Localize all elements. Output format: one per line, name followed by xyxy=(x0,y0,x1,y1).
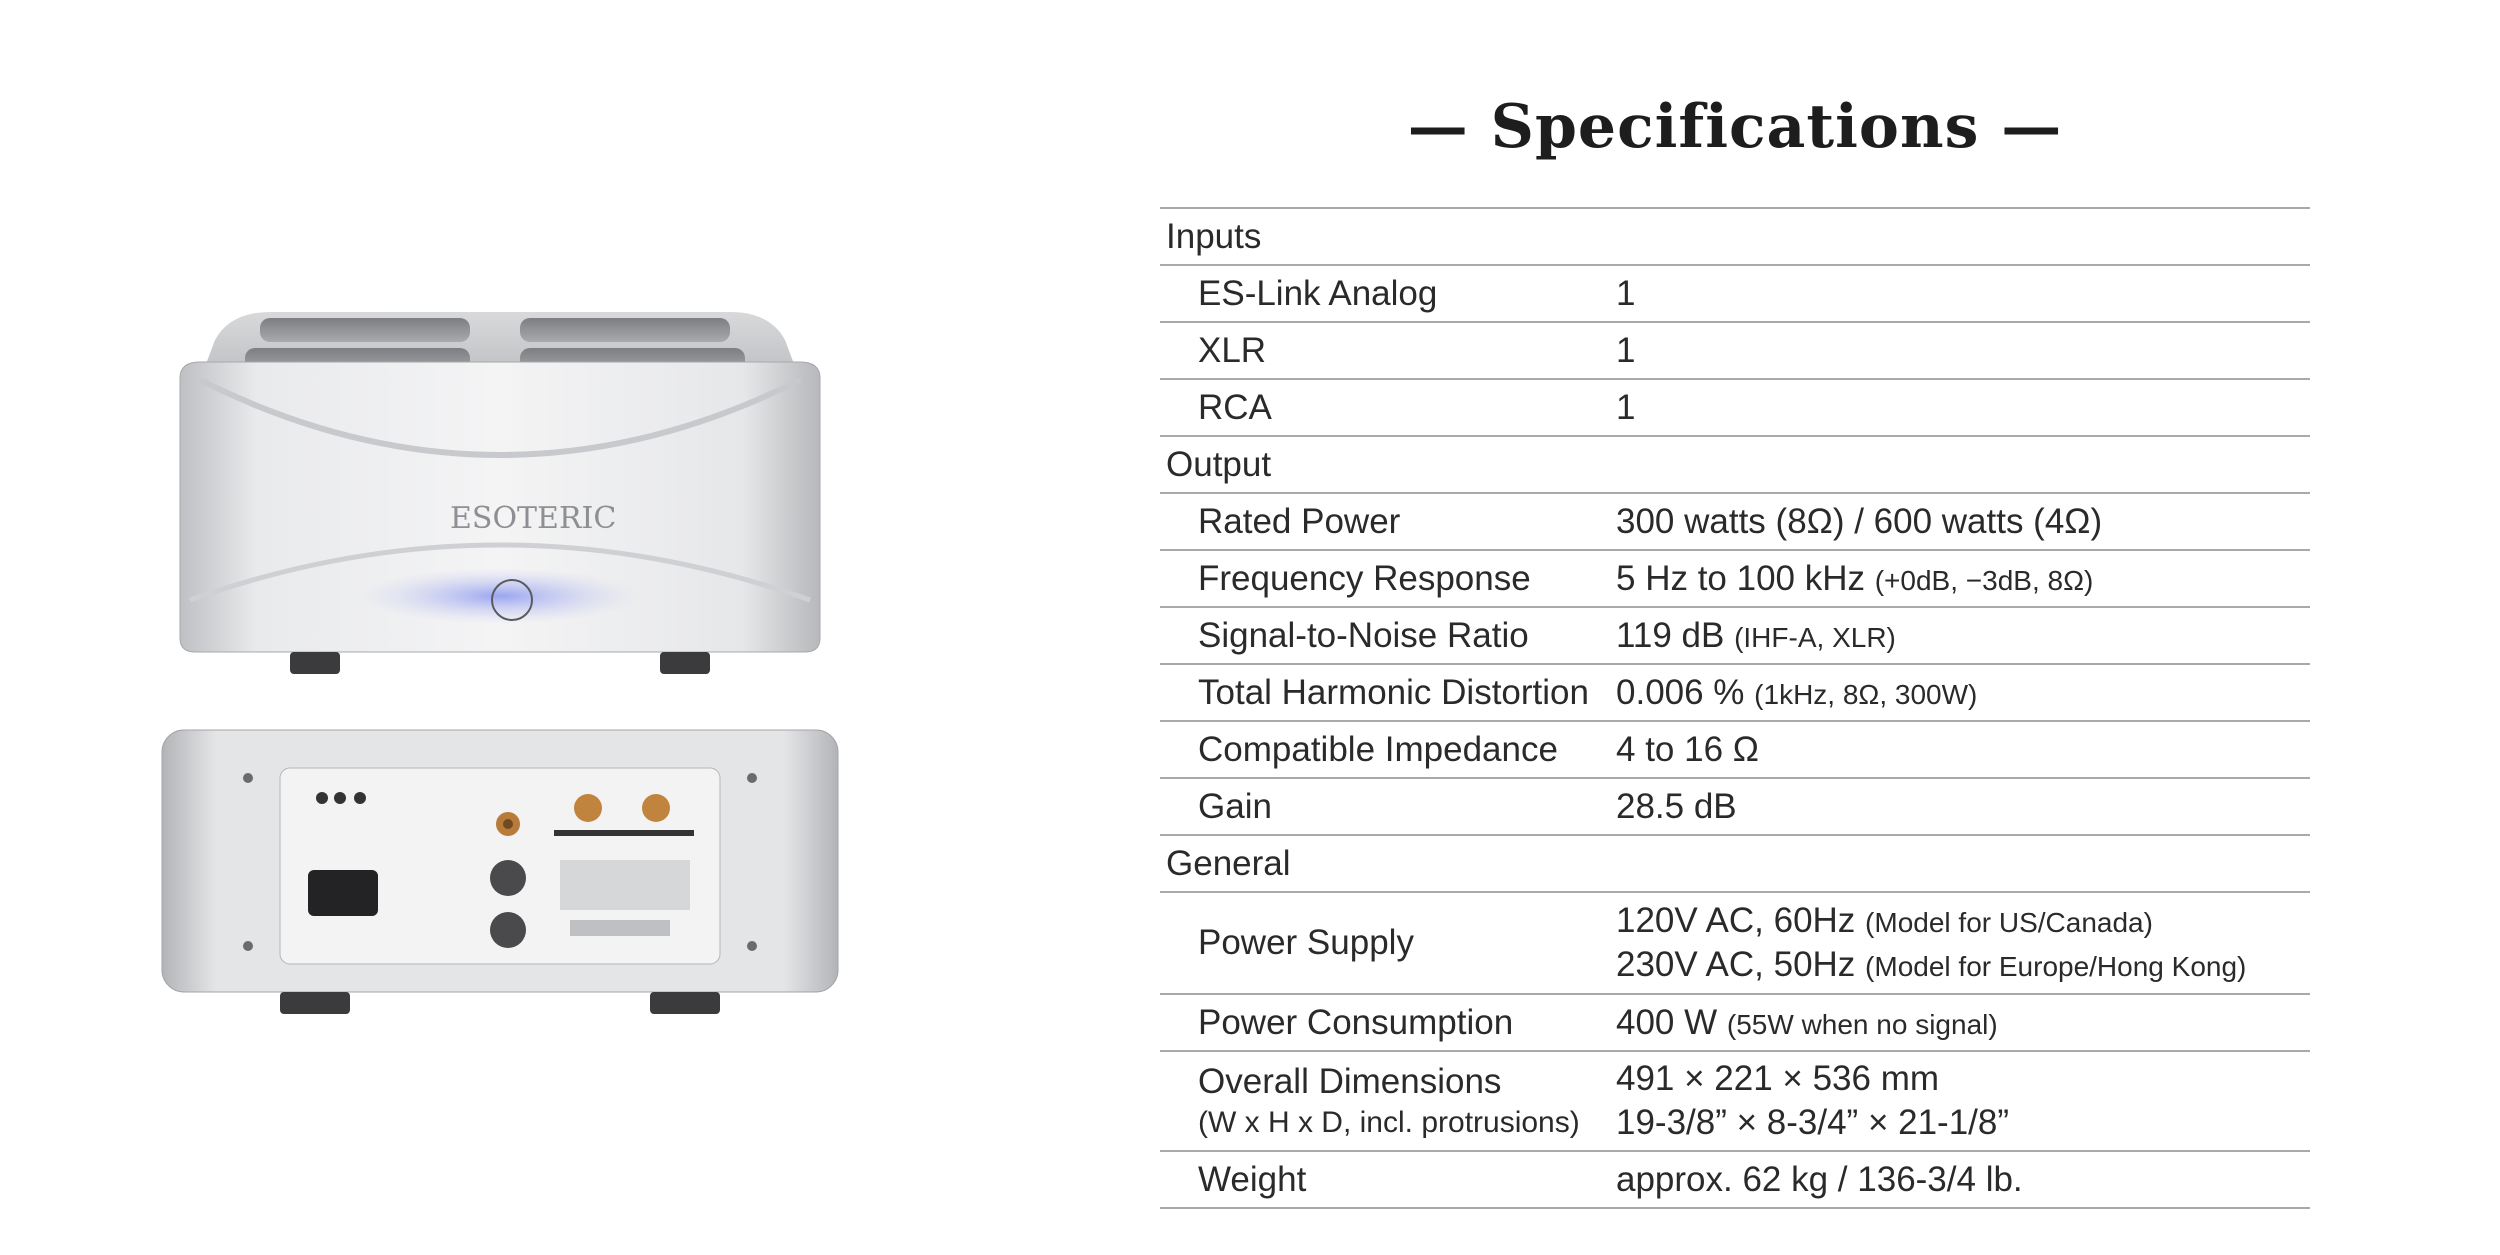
spec-note: (1kHz, 8Ω, 300W) xyxy=(1754,678,1978,710)
spec-label: RCA xyxy=(1160,379,1616,436)
spec-row xyxy=(1160,379,2310,436)
section-header-output xyxy=(1160,436,2310,493)
spec-label: Rated Power xyxy=(1160,493,1616,550)
spec-label: Overall Dimensions xyxy=(1198,1062,1502,1101)
spec-value-line2 xyxy=(1616,945,2310,985)
spec-note: (55W when no signal) xyxy=(1726,1008,1998,1040)
spec-row xyxy=(1160,550,2310,607)
spec-note: (+0dB, −3dB, 8Ω) xyxy=(1874,564,2094,596)
section-heading: Output xyxy=(1160,436,2310,493)
spec-row xyxy=(1160,664,2310,721)
spec-row-power-supply xyxy=(1160,892,2310,994)
section-header-inputs xyxy=(1160,208,2310,265)
spec-value: 230V AC, 50Hz xyxy=(1616,945,1856,984)
section-header-general xyxy=(1160,835,2310,892)
spec-value: 119 dB xyxy=(1616,615,1725,655)
spec-value: 300 watts (8Ω) / 600 watts (4Ω) xyxy=(1616,493,2310,550)
spec-row-power-consumption xyxy=(1160,994,2310,1051)
product-images xyxy=(160,300,840,1020)
spec-label: Power Supply xyxy=(1160,892,1616,994)
spec-value-cell xyxy=(1616,607,2310,664)
section-heading: Inputs xyxy=(1160,208,2310,265)
amplifier-rear-image xyxy=(160,720,840,1020)
spec-row-weight xyxy=(1160,1151,2310,1208)
spec-label: Weight xyxy=(1160,1151,1616,1208)
specifications-table xyxy=(1160,207,2310,1209)
spec-note: (Model for Europe/Hong Kong) xyxy=(1865,951,2247,982)
spec-value: 1 xyxy=(1616,322,2310,379)
spec-value: 0.006 % xyxy=(1616,672,1745,712)
spec-label: ES-Link Analog xyxy=(1160,265,1616,322)
spec-value: 1 xyxy=(1616,265,2310,322)
spec-row xyxy=(1160,607,2310,664)
spec-value: 4 to 16 Ω xyxy=(1616,721,2310,778)
page-title: — Specifications — xyxy=(1407,92,2063,162)
spec-row xyxy=(1160,265,2310,322)
spec-value-cell xyxy=(1616,994,2310,1051)
section-heading: General xyxy=(1160,835,2310,892)
spec-note: (Model for US/Canada) xyxy=(1865,907,2153,938)
spec-value-cell xyxy=(1616,664,2310,721)
spec-label: Frequency Response xyxy=(1160,550,1616,607)
spec-value: 28.5 dB xyxy=(1616,778,2310,835)
spec-value: 491 × 221 × 536 mm xyxy=(1616,1059,1939,1098)
spec-value: approx. 62 kg / 136-3/4 lb. xyxy=(1616,1151,2310,1208)
spec-value-line2: 19-3/8” × 8-3/4” × 21-1/8” xyxy=(1616,1103,2009,1142)
spec-row xyxy=(1160,778,2310,835)
amplifier-front-image xyxy=(160,300,840,700)
spec-label-cell xyxy=(1160,1051,1616,1151)
spec-label: Total Harmonic Distortion xyxy=(1160,664,1616,721)
spec-value: 1 xyxy=(1616,379,2310,436)
spec-value-cell xyxy=(1616,1051,2310,1151)
spec-value-cell xyxy=(1616,550,2310,607)
spec-label: XLR xyxy=(1160,322,1616,379)
spec-note: (IHF-A, XLR) xyxy=(1734,621,1896,653)
spec-row xyxy=(1160,493,2310,550)
brand-logo: ESOTERIC xyxy=(450,501,617,536)
spec-label: Compatible Impedance xyxy=(1160,721,1616,778)
spec-sublabel: (W x H x D, incl. protrusions) xyxy=(1198,1106,1580,1139)
spec-value-cell xyxy=(1616,892,2310,994)
spec-value: 400 W xyxy=(1616,1002,1718,1042)
spec-label: Signal-to-Noise Ratio xyxy=(1160,607,1616,664)
spec-row-dimensions xyxy=(1160,1051,2310,1151)
spec-label: Power Consumption xyxy=(1160,994,1616,1051)
spec-label: Gain xyxy=(1160,778,1616,835)
spec-value: 5 Hz to 100 kHz xyxy=(1616,558,1865,598)
spec-value: 120V AC, 60Hz xyxy=(1616,901,1856,940)
spec-row xyxy=(1160,721,2310,778)
spec-row xyxy=(1160,322,2310,379)
